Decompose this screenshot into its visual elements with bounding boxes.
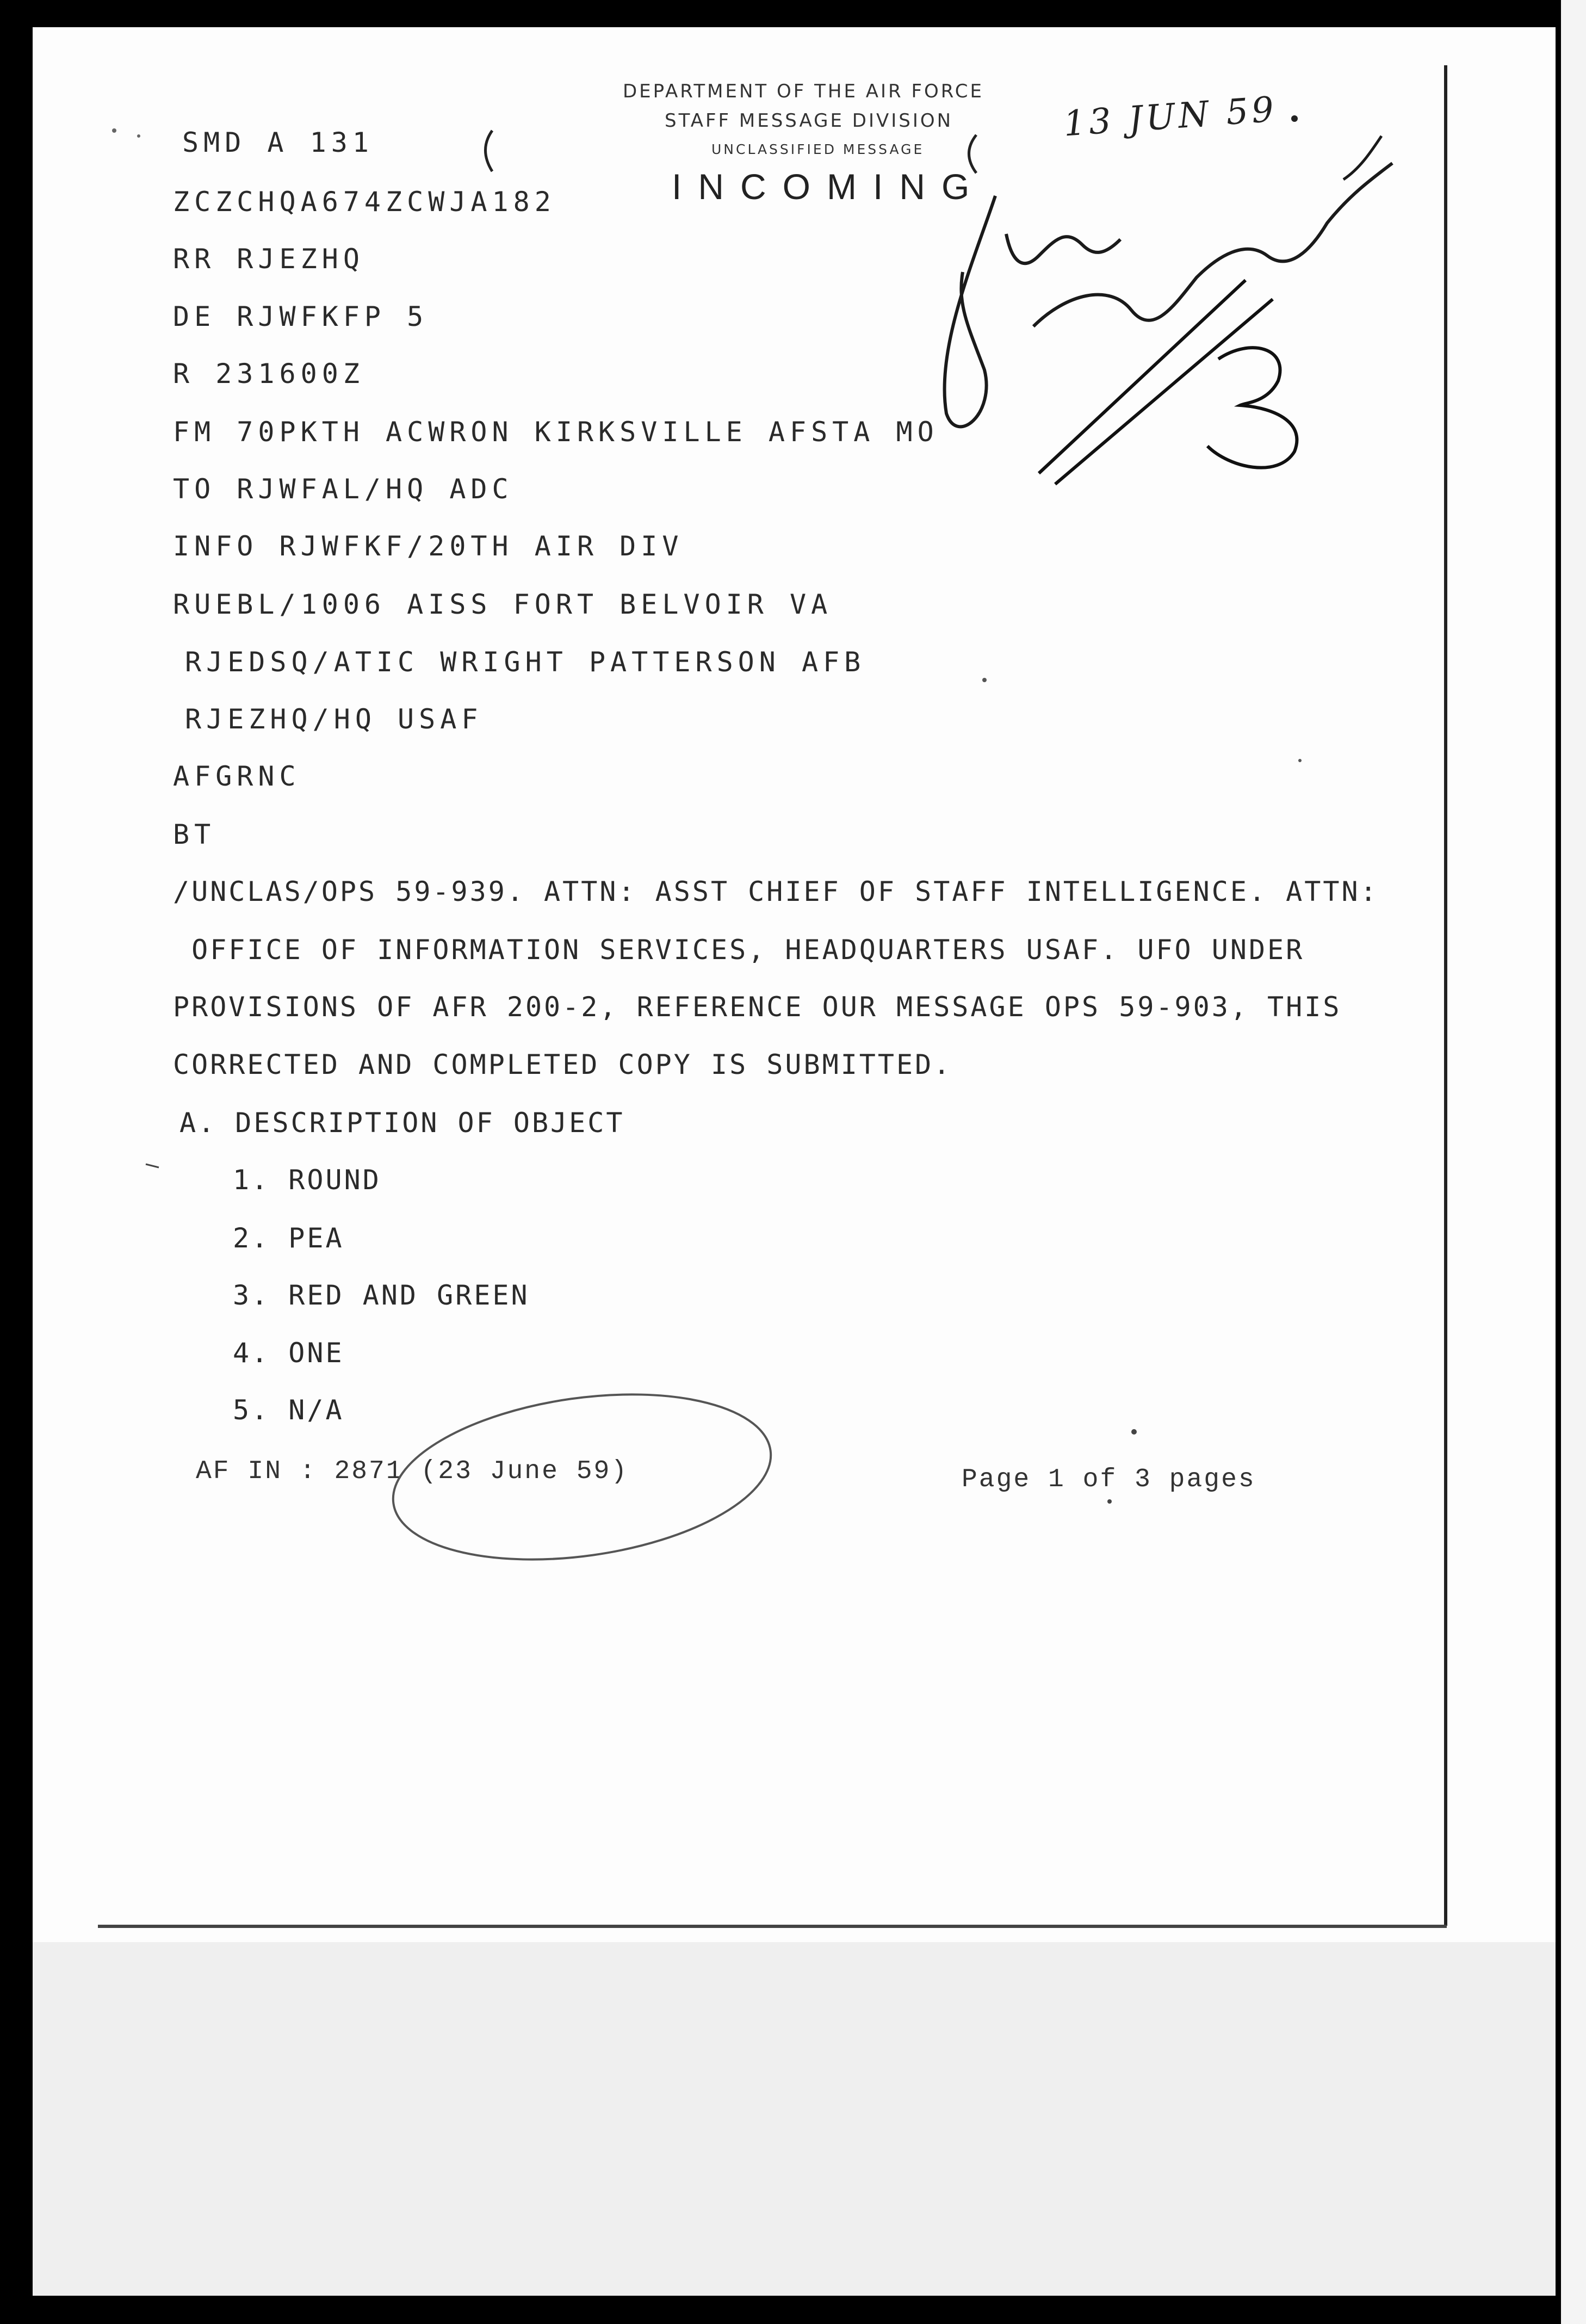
message-line: DE RJWFKFP 5 [173, 301, 429, 332]
classification-label: UNCLASSIFIED MESSAGE [711, 141, 925, 157]
message-line: CORRECTED AND COMPLETED COPY IS SUBMITTED. [173, 1049, 952, 1080]
message-line: RJEZHQ/HQ USAF [185, 703, 483, 735]
message-line: A. DESCRIPTION OF OBJECT [179, 1107, 625, 1139]
af-in-reference: AF IN : 2871 (23 June 59) [196, 1457, 629, 1486]
message-line: PROVISIONS OF AFR 200-2, REFERENCE OUR MESSAGE OPS 59-903, THIS [173, 991, 1342, 1023]
incoming-heading: INCOMING [672, 166, 986, 207]
message-line: R 231600Z [173, 358, 364, 390]
message-line: 5. N/A [233, 1394, 344, 1426]
message-line: RR RJEZHQ [173, 243, 364, 275]
message-line: OFFICE OF INFORMATION SERVICES, HEADQUARTERS USAF. UFO UNDER [173, 934, 1305, 966]
message-line: ZCZCHQA674ZCWJA182 [173, 186, 556, 218]
handwritten-date: 13 JUN 59 [1062, 89, 1279, 145]
message-line: RUEBL/1006 AISS FORT BELVOIR VA [173, 589, 833, 620]
message-line: TO RJWFAL/HQ ADC [173, 473, 513, 505]
page-count: Page 1 of 3 pages [962, 1465, 1256, 1494]
message-line: 4. ONE [233, 1337, 344, 1369]
message-line: SMD A 131 [182, 127, 374, 158]
department-heading: DEPARTMENT OF THE AIR FORCE [623, 81, 984, 102]
message-line: /UNCLAS/OPS 59-939. ATTN: ASST CHIEF OF STAFF INTELLIGENCE. ATTN: [173, 876, 1379, 907]
film-edge [1561, 0, 1586, 2324]
message-line: 2. PEA [233, 1222, 344, 1254]
message-line: BT [173, 819, 216, 850]
bottom-edge-rule [98, 1925, 1447, 1928]
right-margin-rule [1444, 65, 1447, 1926]
message-line: AFGRNC [173, 761, 301, 792]
message-line: 3. RED AND GREEN [233, 1280, 530, 1311]
lower-sheet [33, 1942, 1556, 2296]
message-line: 1. ROUND [233, 1164, 381, 1196]
message-line: FM 70PKTH ACWRON KIRKSVILLE AFSTA MO [173, 416, 939, 448]
message-line: RJEDSQ/ATIC WRIGHT PATTERSON AFB [185, 646, 866, 678]
division-heading: STAFF MESSAGE DIVISION [665, 110, 953, 132]
message-line: INFO RJWFKF/20TH AIR DIV [173, 530, 684, 562]
